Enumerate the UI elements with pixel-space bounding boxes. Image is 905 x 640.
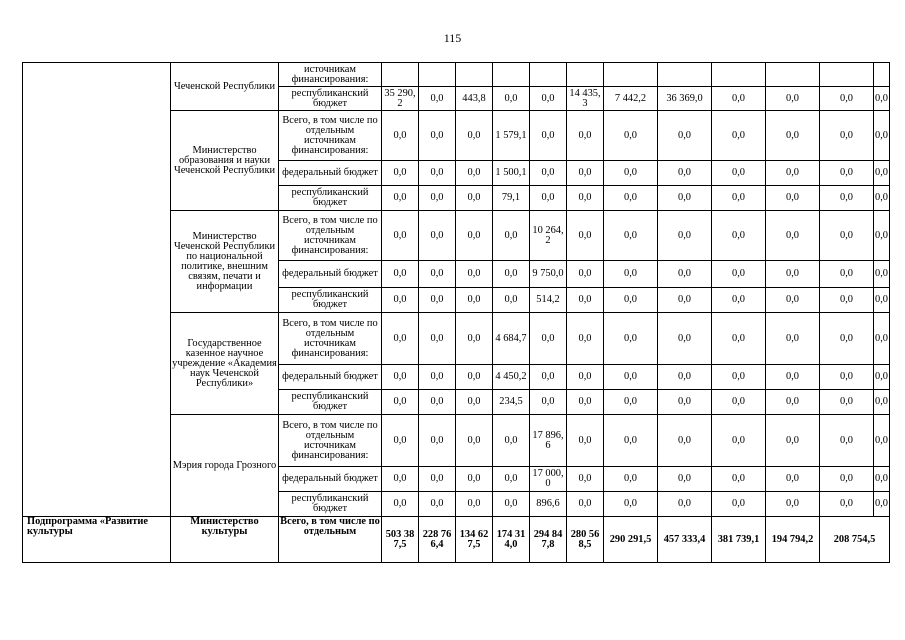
value-cell: 0,0 [419, 211, 456, 261]
value-cell: 0,0 [456, 261, 493, 288]
value-cell: 14 435,3 [567, 87, 604, 111]
value-cell: 0,0 [382, 186, 419, 211]
value-cell [530, 63, 567, 87]
value-cell: 0,0 [712, 211, 766, 261]
value-cell: 10 264,2 [530, 211, 567, 261]
value-cell: 1 579,1 [493, 111, 530, 161]
value-cell: 0,0 [766, 467, 820, 492]
value-cell: 0,0 [456, 161, 493, 186]
value-cell: 0,0 [530, 390, 567, 415]
value-cell: 0,0 [567, 492, 604, 517]
value-cell: 0,0 [820, 87, 874, 111]
value-cell: 0,0 [567, 211, 604, 261]
value-cell: 0,0 [382, 492, 419, 517]
value-cell [658, 63, 712, 87]
funding-source-cell: федеральный бюджет [279, 161, 382, 186]
value-cell: 17 896,6 [530, 415, 567, 467]
value-cell: 1 500,1 [493, 161, 530, 186]
funding-source-cell: федеральный бюджет [279, 261, 382, 288]
value-cell: 0,0 [419, 87, 456, 111]
page-number: 115 [443, 31, 462, 45]
funding-source-cell: республиканский бюджет [279, 87, 382, 111]
funding-source-cell: республиканский бюджет [279, 492, 382, 517]
value-cell: 0,0 [419, 492, 456, 517]
value-cell [456, 63, 493, 87]
value-cell: 0,0 [382, 288, 419, 313]
value-cell: 0,0 [419, 313, 456, 365]
value-cell: 0,0 [658, 467, 712, 492]
value-cell [766, 63, 820, 87]
value-cell [493, 63, 530, 87]
value-cell: 4 684,7 [493, 313, 530, 365]
funding-source-cell: федеральный бюджет [279, 467, 382, 492]
value-cell: 0,0 [820, 261, 874, 288]
value-cell: 0,0 [567, 111, 604, 161]
value-cell: 0,0 [419, 261, 456, 288]
value-cell: 234,5 [493, 390, 530, 415]
value-cell: 0,0 [456, 365, 493, 390]
value-cell: 0,0 [820, 111, 874, 161]
subprogram-value-cell: 290 291,5 [604, 517, 658, 563]
value-cell: 0,0 [567, 415, 604, 467]
value-cell: 0,0 [419, 186, 456, 211]
value-cell: 0,0 [874, 313, 890, 365]
value-cell: 0,0 [382, 415, 419, 467]
value-cell: 0,0 [567, 288, 604, 313]
funding-source-cell: республиканский бюджет [279, 186, 382, 211]
value-cell: 0,0 [382, 467, 419, 492]
value-cell: 0,0 [766, 365, 820, 390]
value-cell: 0,0 [712, 313, 766, 365]
value-cell: 0,0 [456, 288, 493, 313]
value-cell: 35 290,2 [382, 87, 419, 111]
subprogram-value-cell: 208 754,5 [820, 517, 890, 563]
value-cell: 0,0 [712, 111, 766, 161]
value-cell: 0,0 [382, 390, 419, 415]
value-cell: 0,0 [766, 415, 820, 467]
value-cell: 0,0 [658, 111, 712, 161]
value-cell: 0,0 [604, 288, 658, 313]
value-cell: 0,0 [382, 161, 419, 186]
value-cell: 0,0 [658, 261, 712, 288]
executor-cell: Министерство образования и науки Чеченской Республики [171, 111, 279, 211]
subprogram-value-cell: 194 794,2 [766, 517, 820, 563]
value-cell: 0,0 [604, 313, 658, 365]
value-cell: 0,0 [604, 186, 658, 211]
value-cell: 0,0 [658, 161, 712, 186]
value-cell: 0,0 [874, 467, 890, 492]
value-cell: 0,0 [820, 161, 874, 186]
value-cell: 0,0 [766, 390, 820, 415]
value-cell: 0,0 [456, 415, 493, 467]
value-cell [820, 63, 874, 87]
value-cell: 7 442,2 [604, 87, 658, 111]
subprogram-value-cell: 134 627,5 [456, 517, 493, 563]
value-cell: 0,0 [493, 261, 530, 288]
value-cell: 0,0 [658, 313, 712, 365]
value-cell: 9 750,0 [530, 261, 567, 288]
value-cell: 0,0 [874, 365, 890, 390]
budget-table [22, 62, 890, 563]
subprogram-title: Подпрограмма «Развитие культуры [23, 517, 171, 563]
value-cell: 0,0 [456, 111, 493, 161]
value-cell: 0,0 [382, 365, 419, 390]
value-cell: 0,0 [419, 467, 456, 492]
value-cell: 0,0 [658, 492, 712, 517]
value-cell: 0,0 [567, 365, 604, 390]
value-cell [382, 63, 419, 87]
funding-source-cell: Всего, в том числе по отдельным источникам финансирования: [279, 415, 382, 467]
value-cell: 0,0 [658, 390, 712, 415]
value-cell: 0,0 [604, 415, 658, 467]
funding-source-cell: источникам финансирования: [279, 63, 382, 87]
value-cell: 443,8 [456, 87, 493, 111]
value-cell: 0,0 [766, 111, 820, 161]
executor-cell: Министерство Чеченской Республики по национальной политике, внешним связям, печати и информации [171, 211, 279, 313]
subprogram-value-cell: 503 387,5 [382, 517, 419, 563]
value-cell: 0,0 [658, 365, 712, 390]
value-cell: 0,0 [567, 390, 604, 415]
value-cell: 0,0 [382, 313, 419, 365]
value-cell: 0,0 [530, 186, 567, 211]
value-cell: 36 369,0 [658, 87, 712, 111]
value-cell: 0,0 [456, 211, 493, 261]
value-cell: 0,0 [456, 467, 493, 492]
value-cell: 0,0 [419, 288, 456, 313]
value-cell: 0,0 [874, 492, 890, 517]
value-cell: 0,0 [604, 365, 658, 390]
value-cell: 0,0 [456, 390, 493, 415]
value-cell: 0,0 [712, 288, 766, 313]
value-cell: 0,0 [820, 390, 874, 415]
value-cell: 0,0 [493, 467, 530, 492]
funding-source-cell: республиканский бюджет [279, 390, 382, 415]
value-cell: 0,0 [820, 415, 874, 467]
value-cell: 0,0 [604, 492, 658, 517]
value-cell: 0,0 [820, 467, 874, 492]
value-cell: 0,0 [604, 161, 658, 186]
value-cell: 0,0 [456, 492, 493, 517]
program-cell [23, 63, 171, 517]
value-cell [419, 63, 456, 87]
value-cell: 0,0 [712, 87, 766, 111]
subprogram-value-cell: 228 766,4 [419, 517, 456, 563]
subprogram-value-cell: 457 333,4 [658, 517, 712, 563]
value-cell: 0,0 [493, 492, 530, 517]
value-cell: 0,0 [712, 261, 766, 288]
value-cell: 0,0 [530, 87, 567, 111]
value-cell: 0,0 [493, 87, 530, 111]
value-cell: 0,0 [766, 211, 820, 261]
value-cell: 0,0 [820, 288, 874, 313]
value-cell: 0,0 [874, 87, 890, 111]
subprogram-row [23, 517, 890, 563]
value-cell: 0,0 [419, 390, 456, 415]
funding-source-cell: Всего, в том числе по отдельным источникам финансирования: [279, 211, 382, 261]
value-cell: 0,0 [382, 211, 419, 261]
value-cell: 0,0 [567, 186, 604, 211]
value-cell: 0,0 [604, 390, 658, 415]
value-cell: 0,0 [530, 111, 567, 161]
value-cell: 0,0 [874, 211, 890, 261]
value-cell: 0,0 [530, 161, 567, 186]
value-cell: 0,0 [658, 186, 712, 211]
value-cell: 0,0 [419, 111, 456, 161]
value-cell: 0,0 [874, 111, 890, 161]
value-cell: 0,0 [766, 261, 820, 288]
executor-cell: Чеченской Республики [171, 63, 279, 111]
subprogram-value-cell: 280 568,5 [567, 517, 604, 563]
subprogram-value-cell: 381 739,1 [712, 517, 766, 563]
funding-source-cell: Всего, в том числе по отдельным источникам финансирования: [279, 313, 382, 365]
value-cell: 0,0 [874, 415, 890, 467]
value-cell: 0,0 [493, 211, 530, 261]
subprogram-value-cell: 174 314,0 [493, 517, 530, 563]
subprogram-executor: Министерство культуры [171, 517, 279, 563]
value-cell: 0,0 [766, 288, 820, 313]
value-cell: 0,0 [567, 467, 604, 492]
value-cell: 0,0 [456, 186, 493, 211]
value-cell: 0,0 [712, 186, 766, 211]
value-cell [874, 63, 890, 87]
value-cell: 0,0 [658, 288, 712, 313]
value-cell: 0,0 [820, 492, 874, 517]
value-cell: 514,2 [530, 288, 567, 313]
value-cell [567, 63, 604, 87]
value-cell: 0,0 [712, 467, 766, 492]
funding-source-cell: федеральный бюджет [279, 365, 382, 390]
value-cell: 17 000,0 [530, 467, 567, 492]
value-cell: 79,1 [493, 186, 530, 211]
value-cell: 0,0 [820, 365, 874, 390]
value-cell: 0,0 [493, 415, 530, 467]
value-cell: 0,0 [874, 390, 890, 415]
value-cell: 0,0 [712, 492, 766, 517]
funding-source-cell: Всего, в том числе по отдельным источникам финансирования: [279, 111, 382, 161]
value-cell: 4 450,2 [493, 365, 530, 390]
executor-cell: Мэрия города Грозного [171, 415, 279, 517]
value-cell: 0,0 [456, 313, 493, 365]
value-cell: 0,0 [874, 288, 890, 313]
value-cell: 896,6 [530, 492, 567, 517]
value-cell: 0,0 [874, 186, 890, 211]
value-cell: 0,0 [530, 365, 567, 390]
funding-source-cell: республиканский бюджет [279, 288, 382, 313]
value-cell: 0,0 [567, 161, 604, 186]
value-cell: 0,0 [712, 390, 766, 415]
value-cell: 0,0 [766, 492, 820, 517]
value-cell: 0,0 [419, 365, 456, 390]
value-cell: 0,0 [712, 415, 766, 467]
value-cell: 0,0 [604, 211, 658, 261]
value-cell: 0,0 [820, 186, 874, 211]
value-cell: 0,0 [820, 211, 874, 261]
value-cell: 0,0 [604, 467, 658, 492]
value-cell: 0,0 [766, 87, 820, 111]
value-cell: 0,0 [874, 161, 890, 186]
value-cell: 0,0 [493, 288, 530, 313]
value-cell: 0,0 [604, 111, 658, 161]
value-cell [604, 63, 658, 87]
value-cell: 0,0 [419, 415, 456, 467]
subprogram-value-cell: 294 847,8 [530, 517, 567, 563]
value-cell: 0,0 [530, 313, 567, 365]
value-cell: 0,0 [604, 261, 658, 288]
value-cell: 0,0 [874, 261, 890, 288]
subprogram-source: Всего, в том числе по отдельным [279, 517, 382, 563]
value-cell: 0,0 [419, 161, 456, 186]
table-row [23, 63, 890, 87]
value-cell: 0,0 [658, 415, 712, 467]
value-cell: 0,0 [712, 365, 766, 390]
executor-cell: Государственное казенное научное учреждение «Академия наук Чеченской Республики» [171, 313, 279, 415]
value-cell: 0,0 [766, 313, 820, 365]
value-cell: 0,0 [567, 313, 604, 365]
value-cell: 0,0 [382, 261, 419, 288]
value-cell: 0,0 [820, 313, 874, 365]
value-cell: 0,0 [567, 261, 604, 288]
value-cell: 0,0 [712, 161, 766, 186]
value-cell [712, 63, 766, 87]
value-cell: 0,0 [766, 186, 820, 211]
value-cell: 0,0 [382, 111, 419, 161]
value-cell: 0,0 [658, 211, 712, 261]
value-cell: 0,0 [766, 161, 820, 186]
